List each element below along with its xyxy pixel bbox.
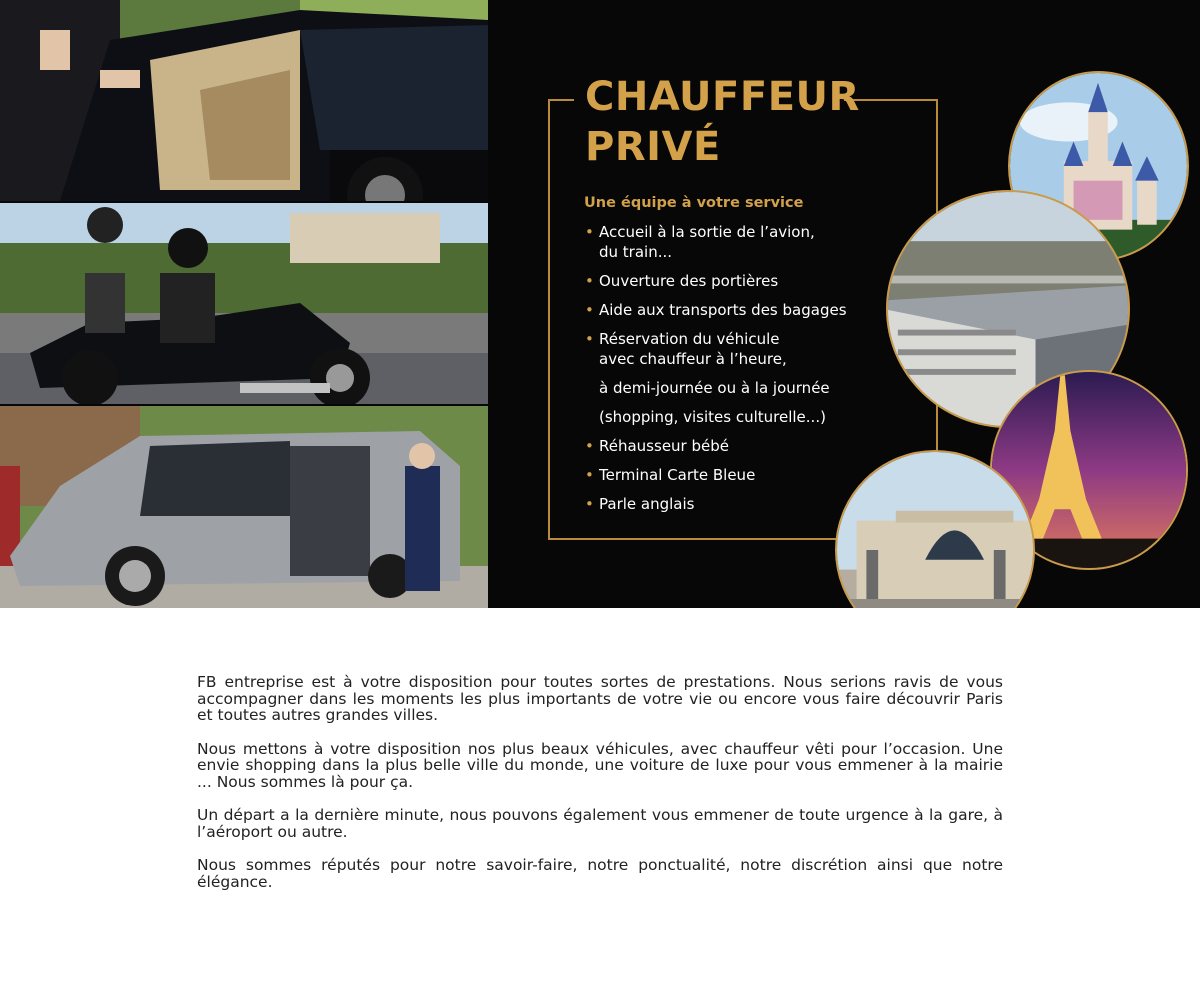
service-item bbox=[585, 494, 885, 514]
service-item bbox=[585, 271, 885, 291]
service-item bbox=[585, 465, 885, 485]
title-line-1: CHAUFFEUR bbox=[585, 74, 860, 120]
service-line: (shopping, visites culturelle...) bbox=[599, 408, 826, 426]
services-list bbox=[585, 222, 885, 523]
paragraph: Nous mettons à votre disposition nos plus beaux véhicules, avec chauffeur vêti pour l’occasion. Une envie shopping dans la plus belle ville du monde, une voiture de luxe pour vous emmener à la mairie ... Nous sommes là pour ça. bbox=[197, 739, 1003, 791]
bullet-icon: • bbox=[585, 466, 594, 484]
service-line: à demi-journée ou à la journée bbox=[599, 379, 830, 397]
service-line: Parle anglais bbox=[599, 495, 695, 513]
service-line: Réhausseur bébé bbox=[599, 437, 729, 455]
paragraph: FB entreprise est à votre disposition pour toutes sortes de prestations. Nous serions ravis de vous accompagner dans les moments les plus importants de votre vie ou encore vous faire découvrir Paris et toutes autres grandes villes. bbox=[197, 673, 1003, 724]
bullet-icon: • bbox=[585, 437, 594, 455]
description-text bbox=[197, 674, 1003, 907]
service-line: Aide aux transports des bagages bbox=[599, 301, 847, 319]
bullet-icon: • bbox=[585, 272, 594, 290]
photo-sedan-door bbox=[0, 0, 488, 201]
service-item bbox=[585, 222, 885, 262]
paragraph: Un départ a la dernière minute, nous pouvons également vous emmener de toute urgence à la gare, à l’aéroport ou autre. bbox=[197, 806, 1003, 841]
photo-van bbox=[0, 406, 488, 608]
bullet-icon: • bbox=[585, 223, 594, 241]
service-line: Ouverture des portières bbox=[599, 272, 779, 290]
hero-title bbox=[585, 72, 860, 172]
bullet-icon: • bbox=[585, 495, 594, 513]
service-item bbox=[585, 300, 885, 320]
paragraph: Nous sommes réputés pour notre savoir-faire, notre ponctualité, notre discrétion ainsi que notre élégance. bbox=[197, 856, 1003, 891]
service-item bbox=[585, 436, 885, 456]
service-line: du train... bbox=[599, 243, 673, 261]
title-line-2: PRIVÉ bbox=[585, 124, 721, 170]
bullet-icon: • bbox=[585, 301, 594, 319]
service-line: Terminal Carte Bleue bbox=[599, 466, 756, 484]
bullet-icon: • bbox=[585, 330, 594, 348]
photo-motorcycle bbox=[0, 203, 488, 404]
services-subtitle: Une équipe à votre service bbox=[584, 195, 804, 211]
service-line: avec chauffeur à l’heure, bbox=[599, 350, 787, 368]
service-line: Accueil à la sortie de l’avion, bbox=[599, 223, 815, 241]
service-item bbox=[585, 329, 885, 427]
service-line: Réservation du véhicule bbox=[599, 330, 780, 348]
